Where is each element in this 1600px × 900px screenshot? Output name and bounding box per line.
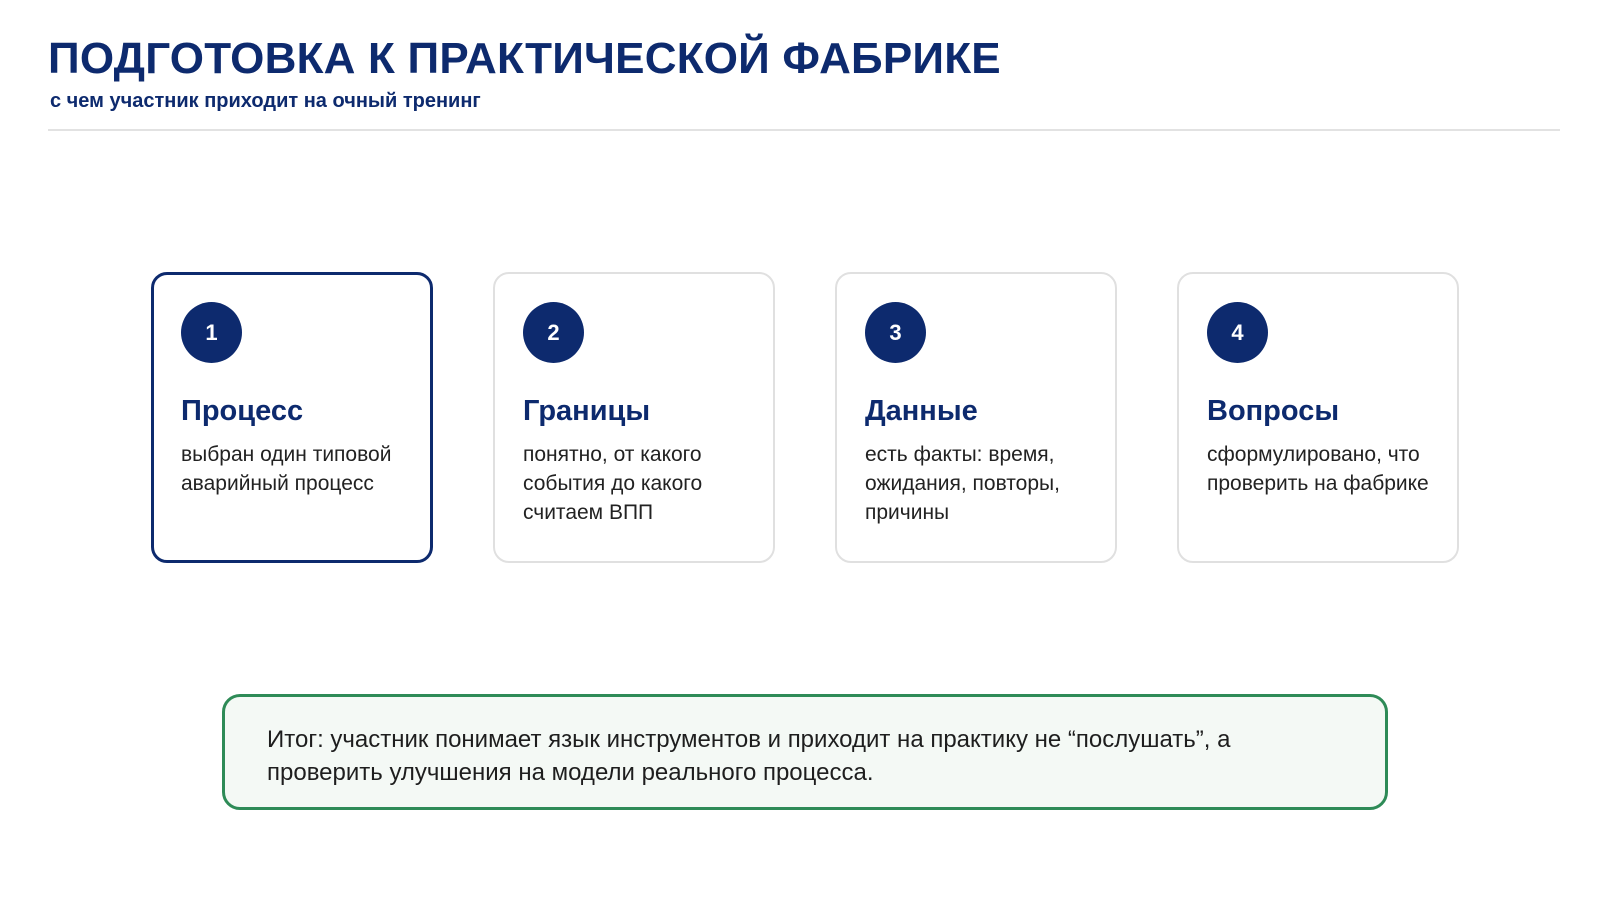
- step-number-badge: 1: [181, 302, 242, 363]
- page-title: ПОДГОТОВКА К ПРАКТИЧЕСКОЙ ФАБРИКЕ: [48, 34, 1001, 83]
- step-description: понятно, от какого события до какого считаем ВПП: [523, 443, 703, 524]
- summary-text: Итог: участник понимает язык инструментов и приходит на практику не “послушать”, а проверить улучшения на модели реального процесса.: [267, 726, 1231, 786]
- header: [48, 30, 1560, 114]
- step-number-badge: 2: [523, 302, 584, 363]
- steps-row: [151, 272, 1459, 563]
- step-title: Данные: [865, 395, 978, 427]
- step-description: сформулировано, что проверить на фабрике: [1207, 443, 1429, 495]
- step-description: выбран один типовой аварийный процесс: [181, 443, 392, 495]
- header-divider: [48, 129, 1560, 131]
- step-card-boundaries: [493, 272, 775, 563]
- step-title: Процесс: [181, 395, 304, 427]
- step-card-data: [835, 272, 1117, 563]
- summary-box: [222, 694, 1388, 810]
- page-subtitle: с чем участник приходит на очный тренинг: [50, 90, 481, 112]
- step-title: Границы: [523, 395, 651, 427]
- step-number-badge: 3: [865, 302, 926, 363]
- step-number-badge: 4: [1207, 302, 1268, 363]
- step-description: есть факты: время, ожидания, повторы, причины: [865, 443, 1060, 524]
- step-card-questions: [1177, 272, 1459, 563]
- step-card-process: [151, 272, 433, 563]
- step-title: Вопросы: [1207, 395, 1340, 427]
